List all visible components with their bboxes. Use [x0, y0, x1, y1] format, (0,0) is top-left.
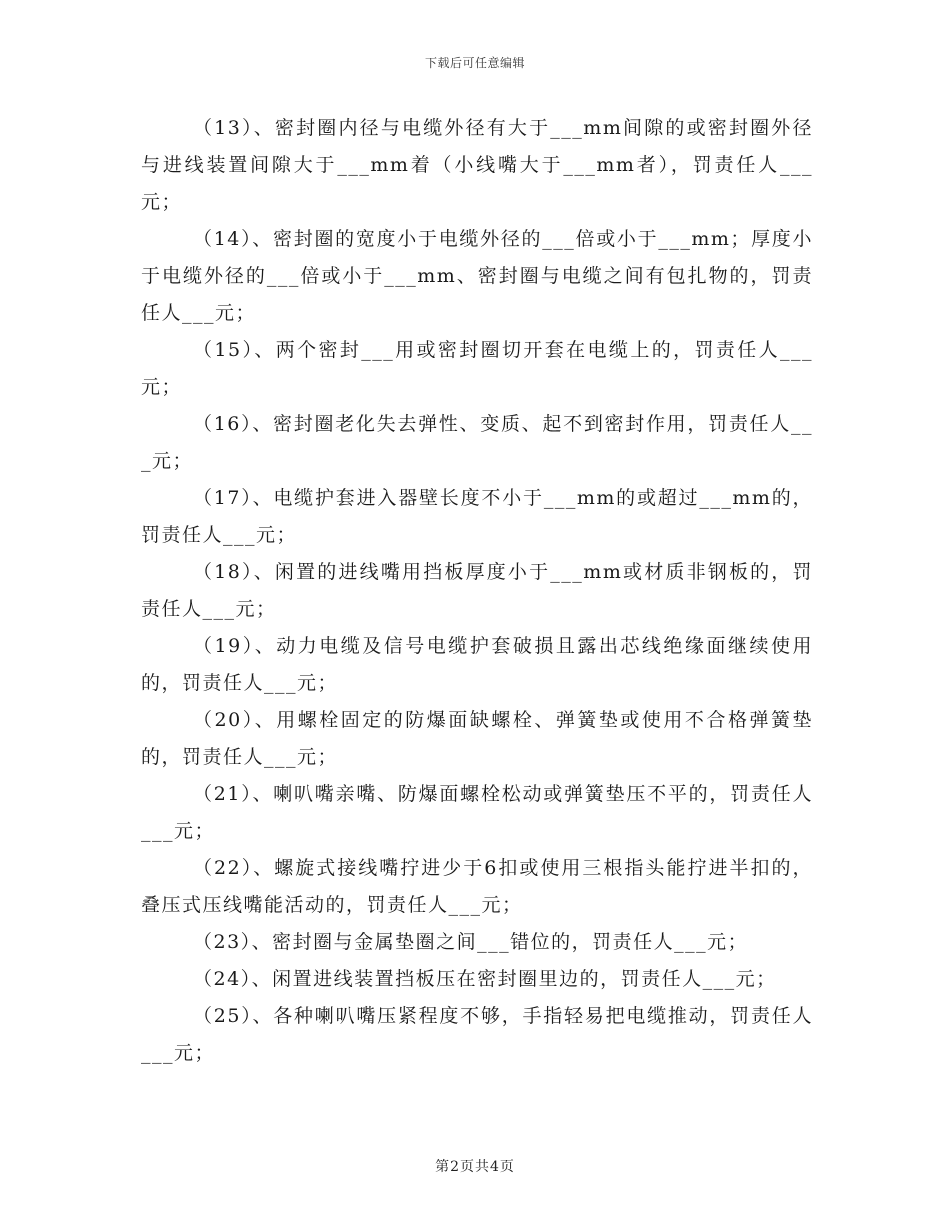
clause-23: （23）、密封圈与金属垫圈之间___错位的，罚责任人___元；: [193, 931, 749, 953]
clause-22: （22）、螺旋式接线嘴拧进少于6扣或使用三根指头能拧进半扣的，叠压式压线嘴能活动的，罚责任人___元；: [141, 857, 813, 916]
document-body: [141, 110, 813, 1072]
clause-17: （17）、电缆护套进入器壁长度不小于___mm的或超过___mm的，罚责任人___元；: [141, 487, 813, 546]
clause-13: （13）、密封圈内径与电缆外径有大于___mm间隙的或密封圈外径与进线装置间隙大于___mm着（小线嘴大于___mm者），罚责任人___元；: [141, 117, 813, 213]
clause-18: （18）、闲置的进线嘴用挡板厚度小于___mm或材质非钢板的，罚责任人___元；: [141, 561, 813, 620]
clause-19: （19）、动力电缆及信号电缆护套破损且露出芯线绝缘面继续使用的，罚责任人___元；: [141, 635, 813, 694]
clause-16: （16）、密封圈老化失去弹性、变质、起不到密封作用，罚责任人___元；: [141, 413, 813, 472]
clause-15: （15）、两个密封___用或密封圈切开套在电缆上的，罚责任人___元；: [141, 339, 813, 398]
clause-21: （21）、喇叭嘴亲嘴、防爆面螺栓松动或弹簧垫压不平的，罚责任人___元；: [141, 783, 813, 842]
page-header: 下载后可任意编辑: [424, 56, 525, 70]
clause-25: （25）、各种喇叭嘴压紧程度不够，手指轻易把电缆推动，罚责任人___元；: [141, 1005, 813, 1064]
clause-14: （14）、密封圈的宽度小于电缆外径的___倍或小于___mm；厚度小于电缆外径的___倍或小于___mm、密封圈与电缆之间有包扎物的，罚责任人___元；: [141, 228, 813, 324]
page-number: 第2页共4页: [435, 1159, 515, 1175]
clause-20: （20）、用螺栓固定的防爆面缺螺栓、弹簧垫或使用不合格弹簧垫的，罚责任人___元；: [141, 709, 813, 768]
clause-24: （24）、闲置进线装置挡板压在密封圈里边的，罚责任人___元；: [193, 968, 777, 990]
